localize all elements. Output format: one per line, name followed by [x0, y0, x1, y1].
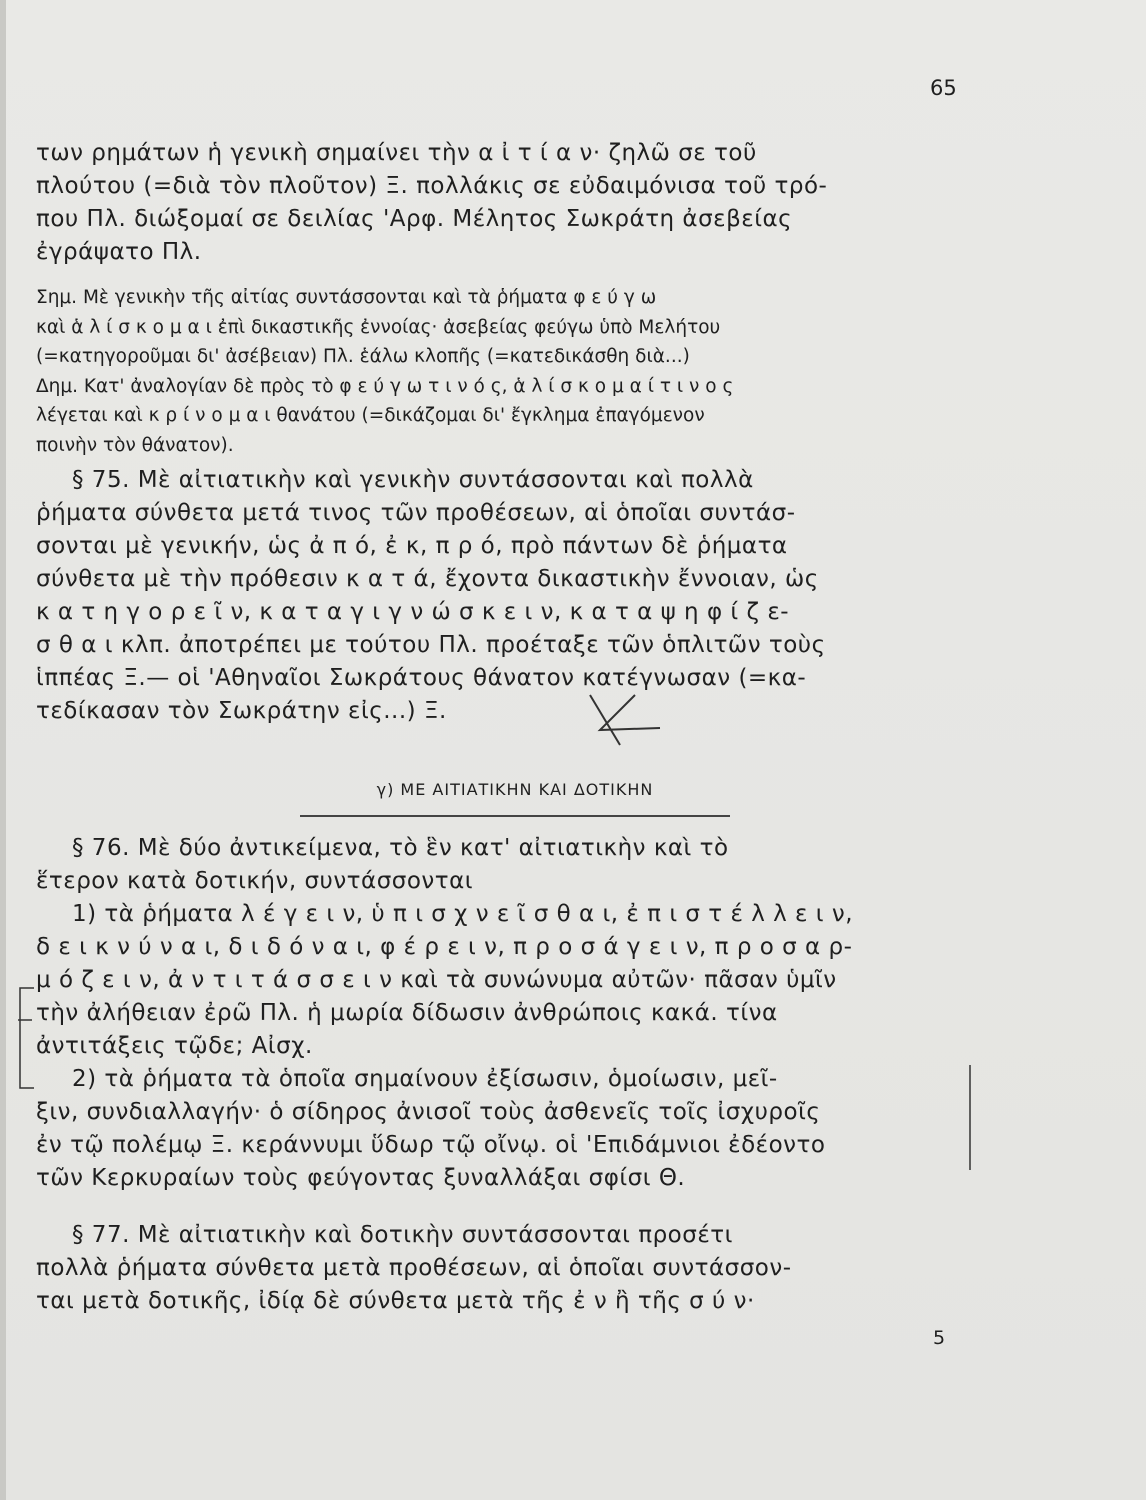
note-line: καὶ ἁ λ ί σ κ ο μ α ι ἐπὶ δικαστικῆς ἐννοίας· ἀσεβείας φεύγω ὑπὸ Μελήτου — [36, 316, 721, 338]
text-line: ἕτερον κατὰ δοτικήν, συντάσσονται — [36, 868, 474, 894]
margin-bracket-mark — [12, 968, 42, 1098]
text-line: των ρημάτων ἡ γενικὴ σημαίνει τὴν α ἰ τ ί α ν· ζηλῶ σε τοῦ — [36, 140, 757, 166]
text-line: ἐγράψατο Πλ. — [36, 239, 202, 265]
note-line: ποινὴν τὸν θάνατον). — [36, 434, 234, 456]
page-number: 65 — [930, 76, 957, 100]
text-line: 1) τὰ ῥήματα λ έ γ ε ι ν, ὑ π ι σ χ ν ε ῖ σ θ α ι, ἐ π ι σ τ έ λ λ ε ι ν, — [72, 901, 854, 927]
text-line: ξιν, συνδιαλλαγήν· ὁ σίδηρος ἀνισοῖ τοὺς ἀσθενεῖς τοῖς ἰσχυροῖς — [36, 1099, 821, 1125]
text-line: σ θ α ι κλπ. ἀποτρέπει με τούτου Πλ. προέταξε τῶν ὁπλιτῶν τοὺς — [36, 632, 826, 658]
note-line: Σημ. Μὲ γενικὴν τῆς αἰτίας συντάσσονται καὶ τὰ ῥήματα φ ε ύ γ ω — [36, 287, 657, 308]
text-line: σονται μὲ γενικήν, ὡς ἀ π ό, ἐ κ, π ρ ό, πρὸ πάντων δὲ ῥήματα — [36, 533, 788, 559]
signature-mark: 5 — [933, 1327, 946, 1349]
page-binding-edge — [0, 0, 6, 1500]
text-line: τῶν Κερκυραίων τοὺς φεύγοντας ξυναλλάξαι σφίσι Θ. — [36, 1165, 686, 1191]
section-76-heading-line: § 76. Μὲ δύο ἀντικείμενα, τὸ ἓν κατ' αἰτιατικὴν καὶ τὸ — [72, 835, 729, 861]
text-line: κ α τ η γ ο ρ ε ῖ ν, κ α τ α γ ι γ ν ώ σ κ ε ι ν, κ α τ α ψ η φ ί ζ ε- — [36, 599, 790, 625]
text-line: 2) τὰ ῥήματα τὰ ὁποῖα σημαίνουν ἐξίσωσιν, ὁμοίωσιν, μεῖ- — [72, 1066, 778, 1092]
text-line: ῥήματα σύνθετα μετά τινος τῶν προθέσεων, αἱ ὁποῖαι συντάσ- — [36, 500, 796, 526]
text-line: που Πλ. διώξομαί σε δειλίας 'Αρφ. Μέλητος Σωκράτη ἀσεβείας — [36, 206, 793, 232]
pen-cross-mark — [580, 690, 670, 750]
subsection-heading: γ) ΜΕ ΑΙΤΙΑΤΙΚΗΝ ΚΑΙ ΔΟΤΙΚΗΝ — [376, 780, 654, 799]
note-line: Δημ. Κατ' ἀναλογίαν δὲ πρὸς τὸ φ ε ύ γ ω τ ι ν ό ς, ἁ λ ί σ κ ο μ α ί τ ι ν ο ς — [36, 375, 734, 397]
note-block — [36, 283, 976, 460]
text-line: τὴν ἀλήθειαν ἐρῶ Πλ. ἡ μωρία δίδωσιν ἀνθρώποις κακά. τίνα — [36, 1000, 778, 1026]
text-line: δ ε ι κ ν ύ ν α ι, δ ι δ ό ν α ι, φ έ ρ ε ι ν, π ρ ο σ ά γ ε ι ν, π ρ ο σ α ρ- — [36, 934, 853, 960]
section-77-heading-line: § 77. Μὲ αἰτιατικὴν καὶ δοτικὴν συντάσσονται προσέτι — [72, 1222, 733, 1248]
paragraph-continuation — [36, 137, 976, 269]
section-75-heading-line: § 75. Μὲ αἰτιατικὴν καὶ γενικὴν συντάσσονται καὶ πολλὰ — [72, 467, 754, 493]
section-75 — [36, 464, 976, 728]
text-line: μ ό ζ ε ι ν, ἀ ν τ ι τ ά σ σ ε ι ν καὶ τὰ συνώνυμα αὐτῶν· πᾶσαν ὑμῖν — [36, 967, 837, 993]
note-line: (=κατηγοροῦμαι δι' ἀσέβειαν) Πλ. ἑάλω κλοπῆς (=κατεδικάσθη διὰ...) — [36, 346, 690, 367]
text-line: πλούτου (=διὰ τὸν πλοῦτον) Ξ. πολλάκις σε εὐδαιμόνισα τοῦ τρό- — [36, 173, 828, 199]
text-line: ἱππέας Ξ.— οἱ 'Αθηναῖοι Σωκράτους θάνατον κατέγνωσαν (=κα- — [36, 665, 807, 691]
section-77 — [36, 1219, 976, 1318]
text-line: ἀντιτάξεις τῷδε; Αἰσχ. — [36, 1033, 313, 1059]
text-line: ἐν τῷ πολέμῳ Ξ. κεράννυμι ὕδωρ τῷ οἴνῳ. οἱ 'Επιδάμνιοι ἐδέοντο — [36, 1132, 826, 1158]
margin-line-mark — [940, 1060, 980, 1180]
section-76 — [36, 832, 976, 1195]
text-line: σύνθετα μὲ τὴν πρόθεσιν κ α τ ά, ἔχοντα δικαστικὴν ἔννοιαν, ὡς — [36, 566, 819, 592]
text-line: πολλὰ ῥήματα σύνθετα μετὰ προθέσεων, αἱ ὁποῖαι συντάσσον- — [36, 1255, 792, 1281]
text-line: ται μετὰ δοτικῆς, ἰδίᾳ δὲ σύνθετα μετὰ τῆς ἐ ν ἢ τῆς σ ύ ν· — [36, 1288, 755, 1314]
heading-underline — [300, 815, 730, 817]
note-line: λέγεται καὶ κ ρ ί ν ο μ α ι θανάτου (=δικάζομαι δι' ἔγκλημα ἐπαγόμενον — [36, 405, 705, 426]
text-line: τεδίκασαν τὸν Σωκράτην εἰς...) Ξ. — [36, 698, 447, 724]
